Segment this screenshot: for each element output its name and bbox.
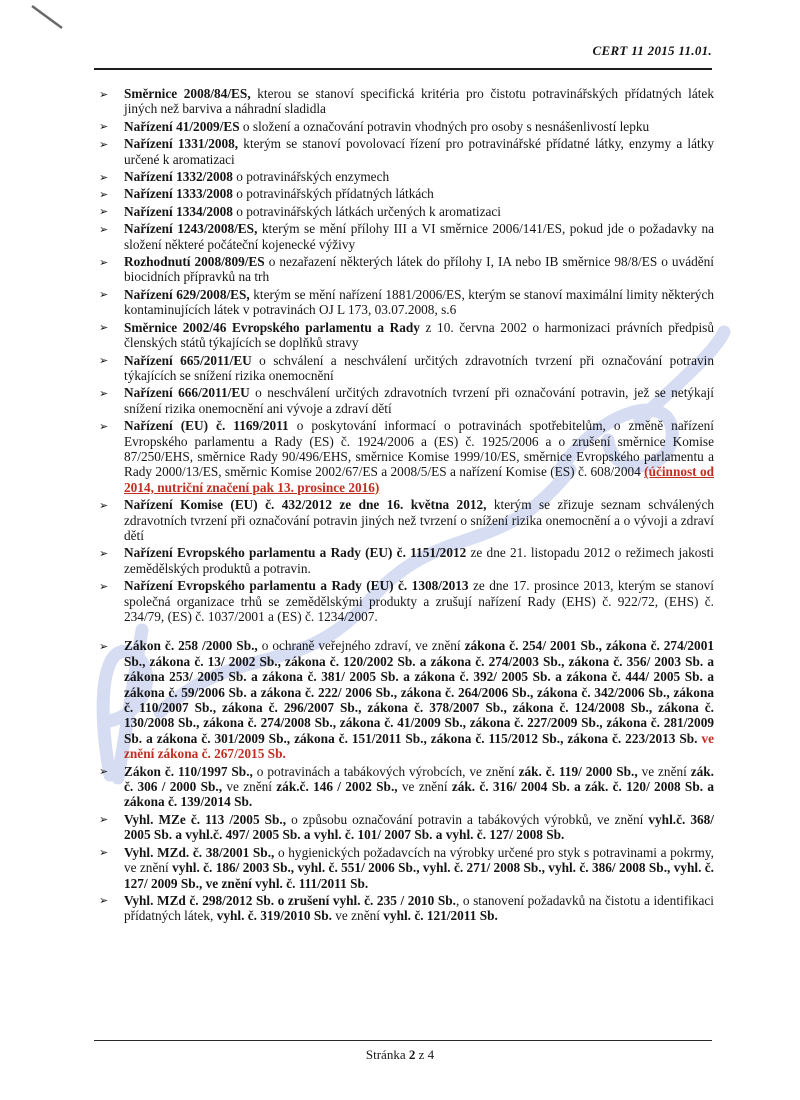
list-item-text: Nařízení Evropského parlamentu a Rady (EU) č. 1151/2012 ze dne 21. listopadu 2012 o režimech jakosti zemědělských produktů a potravin. [124,545,714,576]
bullet-arrow-icon: ➢ [99,354,109,367]
eu-legislation [96,86,714,624]
list-item [96,287,714,318]
list-item-text: Nařízení 1334/2008 o potravinářských látkách určených k aromatizaci [124,203,501,219]
bullet-arrow-icon: ➢ [99,765,109,779]
list-item [96,638,714,761]
document-body [96,86,714,926]
page-number [0,1047,800,1063]
footer-total-pages: 4 [427,1047,435,1062]
header-rule [94,68,712,70]
bullet-arrow-icon: ➢ [99,187,109,201]
bullet-arrow-icon: ➢ [99,813,109,827]
list-item [96,86,714,117]
list-item-text: Směrnice 2008/84/ES, kterou se stanoví specifická kritéria pro čistotu potravinářských přídatných látek jiných než barviva a náhradní sladidla [124,86,714,117]
footer-of-word: z [418,1047,425,1062]
list-item-text: Nařízení 665/2011/EU o schválení a neschválení určitých zdravotních tvrzení při označování potravin týkajících se snížení rizika onemocnění [124,352,714,383]
list-item [96,497,714,543]
list-item-text: Nařízení 1243/2008/ES, kterým se mění přílohy III a VI směrnice 2006/141/ES, pokud jde o požadavky na složení některé počáteční kojenecké výživy [124,221,715,252]
list-item-text: Vyhl. MZe č. 113 /2005 Sb., o způsobu označování potravin a tabákových výrobků, ve znění vyhl.č. 368/ 2005 Sb. a vyhl.č. 497/ 2005 Sb. a vyhl. č. 101/ 2007 Sb. a vyhl. č. 127/ 2008 Sb. [124,811,714,843]
list-item-text: Nařízení 666/2011/EU o neschválení určitých zdravotních tvrzení při označování potravin, jež se netýkají snížení rizika onemocnění ani vývoje a zdraví dětí [124,385,714,416]
list-item [96,221,714,252]
list-item [96,254,714,285]
list-item-text: Zákon č. 110/1997 Sb., o potravinách a tabákových výrobcích, ve znění zák. č. 119/ 2000 Sb., ve znění zák. č. 306 / 2000 Sb., ve znění zák.č. 146 / 2002 Sb., ve znění zák. č. 316/ 2004 Sb. a zák. č. 120/ 2008 Sb. a zákona č. 139/2014 Sb. [124,763,715,810]
list-item [96,320,714,351]
list-item [96,385,714,416]
list-item [96,136,714,167]
footer-prefix: Stránka [365,1047,406,1062]
bullet-arrow-icon: ➢ [99,222,109,236]
bullet-arrow-icon: ➢ [99,846,109,860]
bullet-arrow-icon: ➢ [99,255,109,269]
list-item [96,119,714,134]
list-item-text: Nařízení (EU) č. 1169/2011 o poskytování informací o potravinách spotřebitelům, o změně nařízení Evropského parlamentu a Rady (ES) č. 1924/2006 a (ES) č. 1925/2006 a o zrušení směrnice Komise 87/250/EHS, směrnice Rady 90/496/EHS, směrnice Komise 1999/10/ES, směrnice Evropského parlamentu a Rady 2000/13/ES, směrnic Komise 2002/67/ES a 2008/5/ES a nařízení Komise (ES) č. 608/2004 (účinnost od 2014, nutriční značení pak 13. prosince 2016) [124,418,715,495]
list-item-text: Vyhl. MZd. č. 38/2001 Sb., o hygienických požadavcích na výrobky určené pro styk s potravinami a pokrmy, ve znění vyhl. č. 186/ 2003 Sb., vyhl. č. 551/ 2006 Sb., vyhl. č. 271/ 2008 Sb., vyhl. č. 386/ 2008 Sb., vyhl. č. 127/ 2009 Sb., ve znění vyhl. č. 111/2011 Sb. [124,844,714,891]
bullet-arrow-icon: ➢ [99,386,109,400]
list-item-text: Nařízení 1333/2008 o potravinářských přídatných látkách [124,186,434,202]
list-item-text: Zákon č. 258 /2000 Sb., o ochraně veřejného zdraví, ve znění zákona č. 254/ 2001 Sb., zákona č. 274/2001 Sb., zákona č. 13/ 2002 Sb., zákona č. 120/2002 Sb. a zákona č. 274/2003 Sb., zákona č. 356/ 2003 Sb. a zákona 253/ 2005 Sb. a zákona č. 381/ 2005 Sb. a zákona č. 392/ 2005 Sb. a zákona č. 444/ 2005 Sb. a zákona č. 59/2006 Sb. a zákona č. 222/ 2006 Sb., zákona č. 264/2006 Sb., zákona č. 342/2006 Sb., zákona č. 110/2007 Sb., zákona č. 296/2007 Sb., zákona č. 378/2007 Sb., zákona č. 124/2008 Sb., zákona č. 130/2008 Sb., zákona č. 274/2008 Sb., zákona č. 41/2009 Sb., zákona č. 227/2009 Sb., zákona č. 281/2009 Sb. a zákona č. 301/2009 Sb., zákona č. 151/2011 Sb., zákona č. 115/2012 Sb., zákona č. 223/2013 Sb. ve znění zákona č. 267/2015 Sb. [124,638,715,762]
bullet-arrow-icon: ➢ [99,87,109,101]
bullet-arrow-icon: ➢ [99,639,109,653]
list-item [96,418,714,495]
list-item-text: Nařízení Komise (EU) č. 432/2012 ze dne 16. května 2012, kterým se zřizuje seznam schválených zdravotních tvrzení při označování potravin jiných než tvrzení o snížení rizika onemocnění a o vývoji a zdraví dětí [124,497,714,543]
bullet-arrow-icon: ➢ [99,894,109,908]
list-item [96,845,714,891]
footer-current-page: 2 [408,1047,416,1062]
list-item-text: Směrnice 2002/46 Evropského parlamentu a Rady z 10. června 2002 o harmonizaci právních předpisů členských států týkajících se doplňků stravy [124,319,714,351]
list-item [96,812,714,843]
bullet-arrow-icon: ➢ [99,419,109,433]
list-item [96,545,714,576]
list-item-text: Nařízení 1331/2008, kterým se stanoví povolovací řízení pro potravinářské přídatné látky, enzymy a látky určené k aromatizaci [124,136,714,167]
list-item-text: Nařízení Evropského parlamentu a Rady (EU) č. 1308/2013 ze dne 17. prosince 2013, kterým se stanoví společná organizace trhů se zemědělskými produkty a zrušují nařízení Rady (EHS) č. 922/72, (EHS) č. 234/79, (ES) č. 1037/2001 a (ES) č. 1234/2007. [124,578,714,624]
header-note: CERT 11 2015 11.01. [592,43,712,58]
bullet-arrow-icon: ➢ [99,579,109,593]
list-item [96,353,714,384]
list-item-text: Rozhodnutí 2008/809/ES o nezařazení některých látek do přílohy I, IA nebo IB směrnice 98/8/ES o uvádění biocidních přípravků na trh [124,254,714,285]
list-item [96,578,714,624]
bullet-arrow-icon: ➢ [99,498,109,512]
list-item [96,186,714,201]
bullet-arrow-icon: ➢ [99,120,109,134]
list-item [96,169,714,184]
list-item [96,764,714,810]
list-item-text: Nařízení 41/2009/ES o složení a označování potravin vhodných pro osoby s nesnášenlivostí lepku [124,118,650,134]
bullet-arrow-icon: ➢ [99,321,109,335]
bullet-arrow-icon: ➢ [99,288,109,302]
scan-artifact [32,6,62,28]
list-item-text: Nařízení 1332/2008 o potravinářských enzymech [124,169,390,185]
list-item [96,204,714,219]
list-item-text: Vyhl. MZd č. 298/2012 Sb. o zrušení vyhl. č. 235 / 2010 Sb., o stanovení požadavků na čistotu a identifikaci přídatných látek, vyhl. č. 319/2010 Sb. ve znění vyhl. č. 121/2011 Sb. [124,892,714,924]
national-legislation [96,638,714,923]
bullet-arrow-icon: ➢ [99,205,109,219]
bullet-arrow-icon: ➢ [99,170,109,184]
footer-rule [94,1040,712,1041]
bullet-arrow-icon: ➢ [99,137,109,151]
bullet-arrow-icon: ➢ [99,546,109,560]
list-item-text: Nařízení 629/2008/ES, kterým se mění nařízení 1881/2006/ES, kterým se stanoví maximální limity některých kontaminujících látek v potravinách OJ L 173, 03.07.2008, s.6 [124,286,714,318]
list-item [96,893,714,924]
